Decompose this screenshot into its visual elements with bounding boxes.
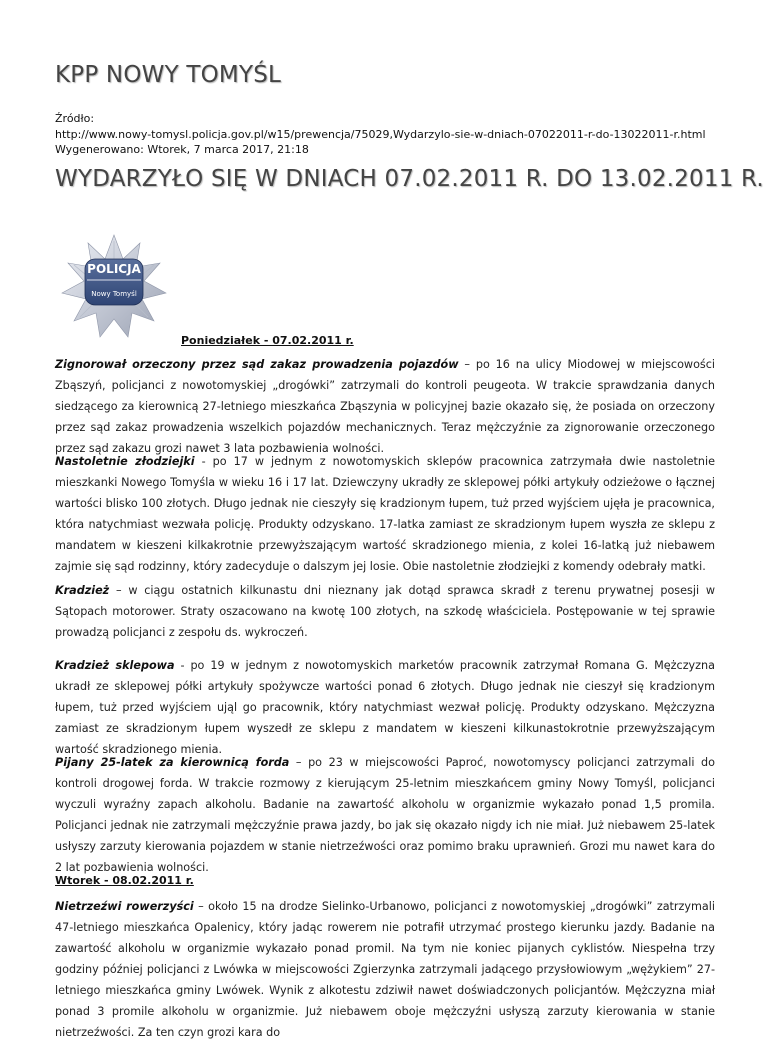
- document-title: WYDARZYŁO SIĘ W DNIACH 07.02.2011 R. DO 13.02.2011 R.: [55, 166, 764, 192]
- news-item-text: – po 16 na ulicy Miodowej w miejscowości Zbąszyń, policjanci z nowotomyskiej „drogówki” zatrzymali do kontroli peugeota. W trakcie sprawdzania danych siedzącego za kierownicą 27-letniego mieszkańca Zbąszynia w policyjnej bazie okazało się, że posiada on orzeczony przez sąd zakaz prowadzenia wszelkich pojazdów mechanicznych. Teraz mężczyźnie za zignorowanie orzeczonego przez sąd zakazu grozi nawet 3 lata pozbawienia wolności.: [55, 358, 715, 455]
- day-heading-tuesday: Wtorek - 08.02.2011 r.: [55, 874, 194, 887]
- news-item-lead: Pijany 25-latek za kierownicą forda: [55, 756, 290, 769]
- news-item-lead: Kradzież sklepowa: [55, 659, 175, 672]
- site-title: KPP NOWY TOMYŚL: [55, 62, 282, 88]
- news-item-text: – w ciągu ostatnich kilkunastu dni nieznany jak dotąd sprawca skradł z terenu prywatnej posesji w Sątopach motorower. Straty oszacowano na kwotę 100 złotych, na szkodę właściciela. Postępowanie w tej sprawie prowadzą policjanci z zespołu ds. wykroczeń.: [55, 584, 715, 639]
- document-meta: [55, 111, 706, 158]
- news-item-lead: Nastoletnie złodziejki: [55, 455, 195, 468]
- news-item: [55, 580, 715, 643]
- svg-text:POLICJA: POLICJA: [87, 262, 141, 276]
- news-item: [55, 655, 715, 760]
- news-item-lead: Kradzież: [55, 584, 110, 597]
- news-item-lead: Nietrzeźwi rowerzyści: [55, 900, 194, 913]
- news-item-text: - po 19 w jednym z nowotomyskich marketów pracownik zatrzymał Romana G. Mężczyzna ukradł ze sklepowej półki artykuły spożywcze wartości ponad 6 złotych. Długo jednak nie cieszył się kradzionym łupem, tuż przed wyjściem ująl go pracownik, który natychmiast wezwał policję. Produkty odzyskano. Mężczyzna zamiast ze skradzionym łupem wyszedł ze sklepu z mandatem w kieszeni kilkunastokrotnie przewyższającym wartość skradzionego mienia.: [55, 659, 716, 756]
- news-item: [55, 451, 715, 577]
- svg-text:Nowy Tomyśl: Nowy Tomyśl: [91, 290, 137, 298]
- source-url: http://www.nowy-tomysl.policja.gov.pl/w15/prewencja/75029,Wydarzylo-sie-w-dniach-07022011-r-do-13022011-r.html: [55, 127, 706, 141]
- police-star-badge-icon: [60, 233, 168, 341]
- news-item: [55, 752, 715, 878]
- news-item: [55, 354, 715, 459]
- day-heading-monday: Poniedziałek - 07.02.2011 r.: [181, 334, 354, 347]
- source-label: Źródło:: [55, 112, 95, 125]
- news-item-text: – około 15 na drodze Sielinko-Urbanowo, policjanci z nowotomyskiej „drogówki” zatrzymali 47-letniego mieszkańca Opalenicy, który jadąc rowerem nie potrafił utrzymać prostego kierunku jazdy. Badanie na zawartość alkoholu w organizmie wykazało ponad promil. Na tym nie koniec pijanych cyklistów. Niespełna trzy godziny później policjanci z Lwówka w miejscowości Zgierzynka zatrzymali jadącego przysłowiowym „wężykiem” 27-letniego mieszkańca gminy Lwówek. Wynik z alkotestu zdziwił nawet doświadczonych policjantów. Mężczyzna miał ponad 3 promile alkoholu w organizmie. Już niebawem oboje mężczyźni usłyszą zarzuty kierowania w stanie nietrzeźwości. Za ten czyn grozi kara do: [55, 900, 715, 1039]
- generated-date: Wygenerowano: Wtorek, 7 marca 2017, 21:18: [55, 143, 309, 156]
- news-item-lead: Zignorował orzeczony przez sąd zakaz prowadzenia pojazdów: [55, 358, 459, 371]
- news-item-text: - po 17 w jednym z nowotomyskich sklepów pracownica zatrzymała dwie nastoletnie mieszkanki Nowego Tomyśla w wieku 16 i 17 lat. Dziewczyny ukradły ze sklepowej półki artykuły odzieżowe o łącznej wartości blisko 100 złotych. Długo jednak nie cieszyły się kradzionym łupem, tuż przed wyjściem ujęła je pracownica, która natychmiast wezwała policję. Produkty odzyskano. 17-latka zamiast ze skradzionym łupem wyszła ze sklepu z mandatem w kieszeni kilkakrotnie przewyższającym wartość skradzionego mienia, z kolei 16-latką już niebawem zajmie się sąd rodzinny, który zadecyduje o dalszym jej losie. Obie nastoletnie złodziejki z komendy odebrały matki.: [55, 455, 715, 573]
- news-item-text: – po 23 w miejscowości Paproć, nowotomyscy policjanci zatrzymali do kontroli drogowej forda. W trakcie rozmowy z kierującym 25-letnim mieszkańcem gminy Nowy Tomyśl, policjanci wyczuli wyraźny zapach alkoholu. Badanie na zawartość alkoholu w organizmie wykazało ponad 1,5 promila. Policjanci jednak nie zatrzymali mężczyźnie prawa jazdy, bo jak się okazało nigdy ich nie miał. Już niebawem 25-latek usłyszy zarzuty kierowania pojazdem w stanie nietrzeźwości oraz pomimo braku uprawnień. Grozi mu nawet kara do 2 lat pozbawienia wolności.: [55, 756, 715, 874]
- news-item: [55, 896, 715, 1043]
